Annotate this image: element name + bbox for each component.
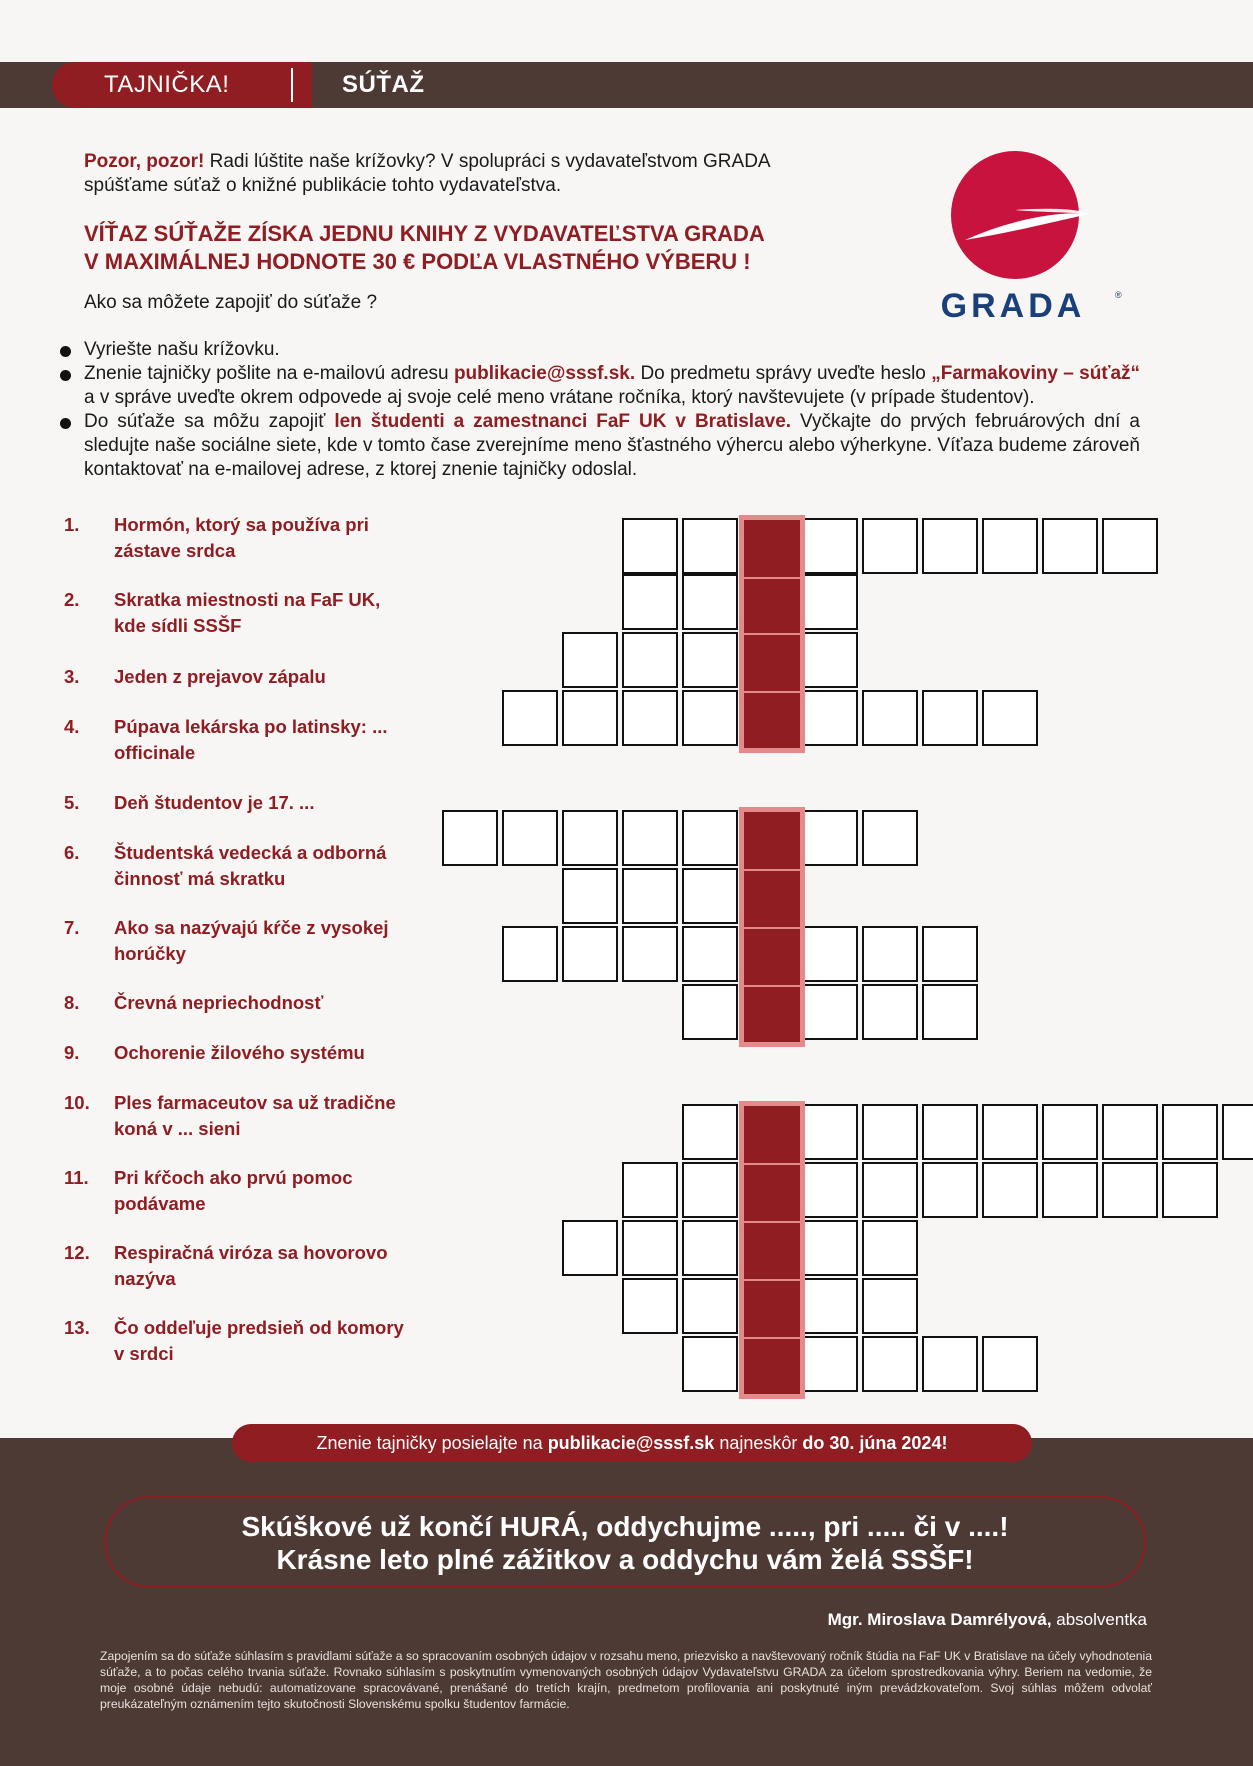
crossword-cell[interactable] xyxy=(1102,518,1158,574)
crossword-cell[interactable] xyxy=(802,574,858,630)
key-column-divider xyxy=(744,633,800,635)
key-column-divider xyxy=(744,691,800,693)
crossword-cell[interactable] xyxy=(622,1220,678,1276)
crossword-cell[interactable] xyxy=(862,1104,918,1160)
crossword-cell[interactable] xyxy=(1222,1104,1253,1160)
crossword-cell[interactable] xyxy=(862,1220,918,1276)
crossword-cell[interactable] xyxy=(802,690,858,746)
crossword-cell[interactable] xyxy=(1102,1104,1158,1160)
key-column-divider xyxy=(744,869,800,871)
author-role: absolventka xyxy=(1051,1610,1147,1629)
crossword-cell[interactable] xyxy=(682,1220,738,1276)
intro-lead: Pozor, pozor! xyxy=(84,151,205,172)
crossword-cell[interactable] xyxy=(862,810,918,866)
clue-number: 10. xyxy=(64,1092,90,1113)
bullet-icon xyxy=(60,370,71,381)
deadline-banner: Znenie tajničky posielajte na publikacie@sssf.sk najneskôr do 30. júna 2024! xyxy=(232,1424,1032,1462)
clue-text: Pri kŕčoch ako prvú pomoc podávame xyxy=(114,1167,353,1214)
crossword-cell[interactable] xyxy=(1162,1104,1218,1160)
crossword-cell[interactable] xyxy=(562,1220,618,1276)
crossword-cell[interactable] xyxy=(502,690,558,746)
intro-text: Radi lúštite naše krížovky? V spolupráci s vydavateľstvom GRADA spúšťame súťaž o knižné publikácie tohto vydavateľstva. xyxy=(84,151,770,196)
crossword-cell[interactable] xyxy=(802,984,858,1040)
crossword-cell[interactable] xyxy=(982,690,1038,746)
grada-wordmark: GRADA xyxy=(940,287,1086,325)
crossword-cell[interactable] xyxy=(682,1278,738,1334)
crossword-cell[interactable] xyxy=(982,1162,1038,1218)
crossword-cell[interactable] xyxy=(682,810,738,866)
prize-headline xyxy=(84,220,844,276)
clue-text: Skratka miestnosti na FaF UK, kde sídli SSŠF xyxy=(114,589,381,636)
grada-logo xyxy=(895,150,1135,330)
clue-text: Ako sa nazývajú kŕče z vysokej horúčky xyxy=(114,917,389,964)
crossword-cell[interactable] xyxy=(622,810,678,866)
clue-text: Deň študentov je 17. ... xyxy=(114,792,315,813)
crossword-cell[interactable] xyxy=(922,1104,978,1160)
crossword-cell[interactable] xyxy=(922,1336,978,1392)
prize-line-1: VÍŤAZ SÚŤAŽE ZÍSKA JEDNU KNIHY Z VYDAVATEĽSTVA GRADA xyxy=(84,221,765,246)
clue-text: Jeden z prejavov zápalu xyxy=(114,666,326,687)
crossword-cell[interactable] xyxy=(982,518,1038,574)
crossword-cell[interactable] xyxy=(802,926,858,982)
crossword-cell[interactable] xyxy=(802,632,858,688)
clue-number: 2. xyxy=(64,589,80,610)
key-column-divider xyxy=(744,927,800,929)
author-credit xyxy=(828,1610,1147,1630)
crossword-cell[interactable] xyxy=(442,810,498,866)
clue-number: 3. xyxy=(64,666,80,687)
clue-number: 8. xyxy=(64,992,80,1013)
clue-number: 4. xyxy=(64,716,80,737)
clue-number: 6. xyxy=(64,842,80,863)
crossword-cell[interactable] xyxy=(682,1336,738,1392)
crossword-cell[interactable] xyxy=(1162,1162,1218,1218)
crossword-cell[interactable] xyxy=(622,574,678,630)
email-link[interactable]: publikacie@sssf.sk. xyxy=(453,363,636,384)
key-column-divider xyxy=(744,1337,800,1339)
rules-list xyxy=(56,338,1140,482)
deadline-email[interactable]: publikacie@sssf.sk xyxy=(547,1433,715,1453)
clue-number: 13. xyxy=(64,1317,90,1338)
clue-text: Hormón, ktorý sa používa pri zástave srdca xyxy=(114,514,369,561)
clue-number: 5. xyxy=(64,792,80,813)
clue-text: Ochorenie žilového systému xyxy=(114,1042,365,1063)
crossword-cell[interactable] xyxy=(562,632,618,688)
clue-text: Ples farmaceutov sa už tradične koná v ... sieni xyxy=(114,1092,396,1139)
how-to-join: Ako sa môžete zapojiť do súťaže ? xyxy=(84,292,378,313)
bullet-icon xyxy=(60,346,71,357)
crossword-cell[interactable] xyxy=(982,1104,1038,1160)
svg-text:®: ® xyxy=(1115,290,1122,300)
clue-number: 7. xyxy=(64,917,80,938)
crossword-cell[interactable] xyxy=(562,926,618,982)
footer-band xyxy=(0,1438,1253,1766)
crossword-cell[interactable] xyxy=(1042,1162,1098,1218)
crossword-cell[interactable] xyxy=(862,1278,918,1334)
crossword-cell[interactable] xyxy=(562,868,618,924)
crossword-cell[interactable] xyxy=(862,1336,918,1392)
clue-text: Respiračná viróza sa hovorovo nazýva xyxy=(114,1242,388,1289)
clue-number: 9. xyxy=(64,1042,80,1063)
crossword-cell[interactable] xyxy=(562,690,618,746)
clue-text: Črevná nepriechodnosť xyxy=(114,992,324,1013)
crossword-cell[interactable] xyxy=(682,1162,738,1218)
tab-separator xyxy=(291,68,293,102)
key-column-divider xyxy=(744,577,800,579)
crossword-cell[interactable] xyxy=(502,926,558,982)
crossword-cell[interactable] xyxy=(1042,1104,1098,1160)
crossword-cell[interactable] xyxy=(682,518,738,574)
crossword-cell[interactable] xyxy=(802,1220,858,1276)
crossword-cell[interactable] xyxy=(982,1336,1038,1392)
crossword-cell[interactable] xyxy=(622,690,678,746)
crossword-cell[interactable] xyxy=(922,926,978,982)
crossword-cell[interactable] xyxy=(922,518,978,574)
crossword-cell[interactable] xyxy=(862,518,918,574)
prize-line-2: V MAXIMÁLNEJ HODNOTE 30 € PODĽA VLASTNÉHO VÝBERU ! xyxy=(84,249,751,274)
crossword-cell[interactable] xyxy=(682,574,738,630)
summer-wish xyxy=(104,1496,1146,1588)
subject-keyword: „Farmakoviny – súťaž“ xyxy=(931,363,1141,384)
intro-paragraph xyxy=(84,150,824,198)
crossword-cell[interactable] xyxy=(622,632,678,688)
key-column-divider xyxy=(744,985,800,987)
crossword-cell[interactable] xyxy=(562,810,618,866)
clue-number: 11. xyxy=(64,1167,89,1188)
deadline-date: do 30. júna 2024! xyxy=(802,1433,948,1453)
crossword-cell[interactable] xyxy=(682,984,738,1040)
crossword-cell[interactable] xyxy=(802,1278,858,1334)
crossword-cell[interactable] xyxy=(802,1162,858,1218)
crossword-cell[interactable] xyxy=(682,926,738,982)
key-column-divider xyxy=(744,1163,800,1165)
tab-tajnicka: TAJNIČKA! xyxy=(104,71,230,98)
crossword-cell[interactable] xyxy=(862,1162,918,1218)
crossword-cell[interactable] xyxy=(622,1162,678,1218)
clue-text: Čo oddeľuje predsieň od komory v srdci xyxy=(114,1317,404,1364)
crossword-cell[interactable] xyxy=(622,926,678,982)
crossword-cell[interactable] xyxy=(862,690,918,746)
crossword-cell[interactable] xyxy=(1042,518,1098,574)
rule-item-2: Znenie tajničky pošlite na e-mailovú adresu publikacie@sssf.sk. Do predmetu správy uveďte heslo „Farmakoviny – súťaž“ a v správe uveďte okrem odpovede aj svoje celé meno vrátane ročníka, ktorý navštevujete (v prípade študentov). xyxy=(56,362,1140,410)
key-column-divider xyxy=(744,1221,800,1223)
crossword-cell[interactable] xyxy=(802,1336,858,1392)
bullet-icon xyxy=(60,418,71,429)
crossword-cell[interactable] xyxy=(922,1162,978,1218)
legal-notice: Zapojením sa do súťaže súhlasím s pravidlami súťaže a so spracovaním osobných údajov v rozsahu meno, priezvisko a navštevovaný ročník štúdia na FaF UK v Bratislave na účely vyhodnotenia súťaže, a to počas celého trvania súťaže. Rovnako súhlasím s poskytnutím vymenovaných osobných údajov Vydavateľstvu GRADA za účelom sprostredkovania výhry. Beriem na vedomie, že moje osobné údaje nebudú: automatizovane spracovávané, prenášané do tretích krajín, predmetom profilovania ani poskytnuté iným prevádzkovateľom. Svoj súhlas môžem odvolať preukázateľným oznámením tejto skutočnosti Slovenskému spolku študentov farmácie. xyxy=(100,1649,1152,1711)
crossword-cell[interactable] xyxy=(622,868,678,924)
key-column-divider xyxy=(744,1279,800,1281)
rule-item-1: Vyriešte našu krížovku. xyxy=(56,338,1140,362)
crossword-cell[interactable] xyxy=(802,810,858,866)
tab-sutaz: SÚŤAŽ xyxy=(342,71,425,98)
crossword-cell[interactable] xyxy=(862,984,918,1040)
crossword-cell[interactable] xyxy=(622,1278,678,1334)
clue-number: 1. xyxy=(64,514,80,535)
clue-text: Študentská vedecká a odborná činnosť má skratku xyxy=(114,842,387,889)
author-name: Mgr. Miroslava Damrélyová, xyxy=(827,1610,1052,1629)
clue-text: Púpava lekárska po latinsky: ... officinale xyxy=(114,716,388,763)
crossword-cell[interactable] xyxy=(682,690,738,746)
crossword-cell[interactable] xyxy=(1102,1162,1158,1218)
crossword-cell[interactable] xyxy=(502,810,558,866)
eligibility-note: len študenti a zamestnanci FaF UK v Bratislave. xyxy=(334,411,792,432)
crossword-cell[interactable] xyxy=(682,1104,738,1160)
crossword-cell[interactable] xyxy=(682,868,738,924)
wish-line-1: Skúškové už končí HURÁ, oddychujme ....., pri ..... či v ....! xyxy=(241,1511,1009,1542)
crossword-cell[interactable] xyxy=(862,926,918,982)
wish-line-2: Krásne leto plné zážitkov a oddychu vám želá SSŠF! xyxy=(276,1544,974,1575)
rule-item-3: Do súťaže sa môžu zapojiť len študenti a zamestnanci FaF UK v Bratislave. Vyčkajte do prvých februárových dní a sledujte naše sociálne siete, kde v tomto čase zverejníme meno šťastného výhercu alebo výherkyne. Víťaza budeme zároveň kontaktovať na e-mailovej adrese, z ktorej znenie tajničky odoslal. xyxy=(56,410,1140,482)
crossword-cell[interactable] xyxy=(622,518,678,574)
crossword-cell[interactable] xyxy=(802,518,858,574)
crossword-cell[interactable] xyxy=(802,1104,858,1160)
crossword-cell[interactable] xyxy=(922,984,978,1040)
crossword-cell[interactable] xyxy=(682,632,738,688)
crossword-solution-column xyxy=(739,1101,805,1399)
crossword-cell[interactable] xyxy=(922,690,978,746)
clue-number: 12. xyxy=(64,1242,90,1263)
